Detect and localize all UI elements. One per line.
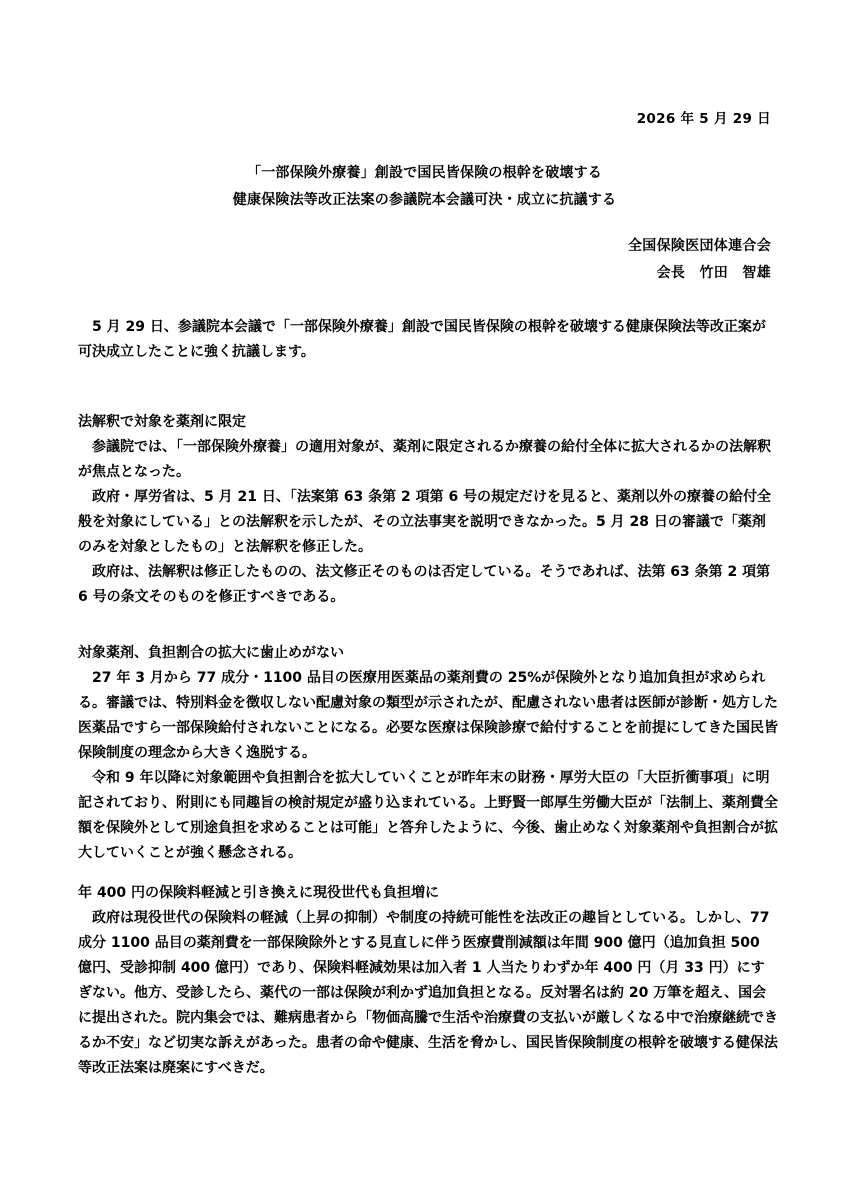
section-drug-limitation: [78, 410, 778, 610]
signatory: 会長 竹田 智雄: [656, 265, 771, 281]
section-paragraph: 参議院では、「一部保険外療養」の適用対象が、薬剤に限定されるか療養の給付全体に拡大されるかの法解釈が焦点となった。: [78, 439, 771, 480]
section-no-limits: [78, 641, 778, 866]
section-heading: 年 400 円の保険料軽減と引き換えに現役世代も負担増に: [78, 885, 439, 901]
section-paragraph: 政府は現役世代の保険料の軽減（上昇の抑制）や制度の持続可能性を法改正の趣旨としている。しかし、77 成分 1100 品目の薬剤費を一部保険除外とする見直しに伴う医療費削減額は年間 900 億円（追加負担 500 億円、受診抑制 400 億円）であり、保険料軽減効果は加入者 1 人当たりわずか年 400 円（月 33 円）にすぎない。他方、受診したら、薬代の一部は保険が利かず追加負担となる。反対署名は約 20 万筆を超え、国会に提出された。院内集会では、難病患者から「物価高騰で生活や治療費の支払いが厳しくなる中で治療継続できるか不安」など切実な訴えがあった。患者の命や健康、生活を脅かし、国民皆保険制度の根幹を破壊する健保法等改正法案は廃案にすべきだ。: [78, 910, 778, 1076]
section-paragraph: 27 年 3 月から 77 成分・1100 品目の医療用医薬品の薬剤費の 25%が保険外となり追加負担が求められる。審議では、特別料金を徴収しない配慮対象の類型が示されたが、配慮されない患者は医師が診断・処方した医薬品ですら一部保険給付されないことになる。必要な医療は保険診療で給付することを前提にしてきた国民皆保険制度の理念から大きく逸脱する。: [78, 670, 778, 761]
intro-paragraph: 5 月 29 日、参議院本会議で「一部保険外療養」創設で国民皆保険の根幹を破壊する健康保険法等改正案が可決成立したことに強く抗議します。: [78, 319, 766, 360]
organization-name: 全国保険医団体連合会: [628, 238, 771, 254]
section-paragraph: 令和 9 年以降に対象範囲や負担割合を拡大していくことが昨年末の財務・厚労大臣の「大臣折衝事項」に明記されており、附則にも同趣旨の検討規定が盛り込まれている。上野賢一郎厚生労働大臣が「法制上、薬剤費全額を保険外として別途負担を求めることは可能」と答弁したように、今後、歯止めなく対象薬剤や負担割合が拡大していくことが強く懸念される。: [78, 770, 778, 861]
section-heading: 対象薬剤、負担割合の拡大に歯止めがない: [78, 645, 344, 661]
section-paragraph: 政府・厚労省は、5 月 21 日、「法案第 63 条第 2 項第 6 号の規定だけを見ると、薬剤以外の療養の給付全般を対象にしている」との法解釈を示したが、その立法事実を説明できなかった。5 月 28 日の審議で「薬剤のみを対象としたもの」と法解釈を修正した。: [78, 489, 772, 555]
document-date: 2026 年 5 月 29 日: [636, 111, 771, 127]
title-line-2: 健康保険法等改正法案の参議院本会議可決・成立に抗議する: [232, 192, 617, 208]
section-heading: 法解釈で対象を薬剤に限定: [78, 414, 246, 430]
title-line-1: 「一部保険外療養」創設で国民皆保険の根幹を破壊する: [247, 165, 602, 181]
section-paragraph: 政府は、法解釈は修正したものの、法文修正そのものは否定している。そうであれば、法第 63 条第 2 項第 6 号の条文そのものを修正すべきである。: [78, 564, 771, 605]
organization-block: [628, 233, 771, 287]
section-burden-increase: [78, 881, 778, 1081]
document-title: [0, 160, 849, 214]
